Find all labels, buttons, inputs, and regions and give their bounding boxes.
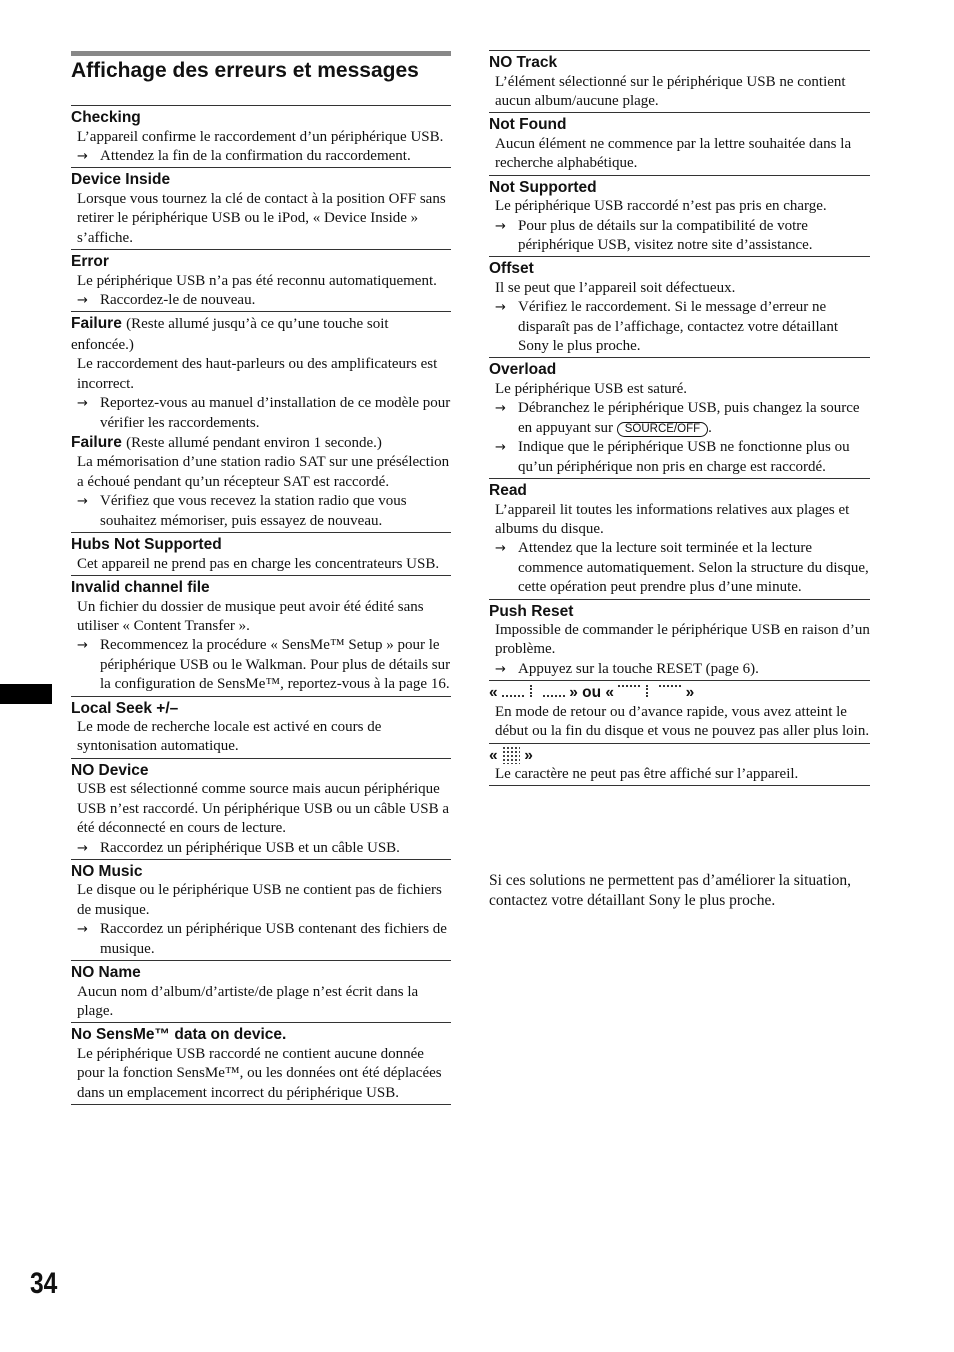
entry-no-name — [71, 961, 451, 1023]
entry-term: Push Reset — [489, 602, 574, 620]
entry-term: NO Name — [71, 964, 141, 982]
entry-term: Local Seek +/– — [71, 699, 179, 717]
entry-hubs-not-supported — [71, 533, 451, 576]
entry-description: Impossible de commander le périphérique USB en raison d’un problème. — [495, 622, 870, 658]
entry-disc-limit-glyphs — [489, 681, 870, 743]
entry-remedy: → Indique que le périphérique USB ne fonctionne plus ou qu’un périphérique non pris en charge est raccordé. — [495, 439, 850, 475]
entry-description: L’appareil lit toutes les informations relatives aux plages et albums du disque. — [495, 501, 850, 537]
section-edge-tab — [0, 684, 52, 704]
entry-term: Failure (Reste allumé jusqu’à ce qu’une touche soit enfoncée.) — [71, 315, 389, 353]
entry-no-music — [71, 860, 451, 961]
entry-description: En mode de retour ou d’avance rapide, vous avez atteint le début ou la fin du disque et vous ne pouvez pas aller plus loin. — [495, 703, 870, 740]
entry-offset — [489, 257, 870, 358]
entry-description: Le périphérique USB n’a pas été reconnu automatiquement. — [77, 272, 437, 289]
closing-note: Si ces solutions ne permettent pas d’améliorer la situation, contactez votre détaillant Sony le plus proche. — [489, 872, 852, 909]
entry-term: NO Device — [71, 761, 149, 779]
arrow-icon: → — [495, 300, 506, 316]
entry-note: (Reste allumé pendant environ 1 seconde.) — [126, 434, 382, 451]
entry-term: Device Inside — [71, 171, 171, 189]
entry-remedy: → Vérifiez le raccordement. Si le message d’erreur ne disparaît pas de l’affichage, contactez votre détaillant Sony le plus proche. — [495, 299, 838, 355]
entry-description: Il se peut que l’appareil soit défectueux. — [495, 279, 736, 296]
arrow-icon: → — [495, 401, 506, 417]
entry-term: « » ou « » — [489, 684, 695, 702]
entry-invalid-channel-file — [71, 576, 451, 697]
left-entry-list — [71, 106, 451, 1105]
entry-term: Invalid channel file — [71, 579, 210, 596]
entry-undisplayable-char — [489, 744, 870, 787]
entry-description: Aucun nom d’album/d’artiste/de plage n’est écrit dans la plage. — [77, 983, 419, 1019]
entry-overload — [489, 358, 870, 479]
entry-device-inside — [71, 168, 451, 250]
entry-term: « » — [489, 746, 533, 764]
right-entry-list — [489, 50, 870, 786]
entry-description: Le périphérique USB est saturé. — [495, 380, 688, 397]
arrow-icon: → — [77, 494, 88, 510]
entry-remedy: → Recommencez la procédure « SensMe™ Setup » pour le périphérique USB ou le Walkman. Pour plus de détails sur la configuration de SensMe™, reportez-vous à la page 16. — [77, 637, 451, 693]
entry-description: L’élément sélectionné sur le périphérique USB ne contient aucun album/aucune plage. — [495, 73, 846, 109]
source-off-button-label: SOURCE/OFF — [617, 422, 708, 437]
entry-term: No SensMe™ data on device. — [71, 1026, 287, 1044]
arrow-icon: → — [495, 440, 506, 456]
arrow-icon: → — [77, 292, 88, 308]
entry-push-reset — [489, 600, 870, 682]
entry-description: USB est sélectionné comme source mais aucun périphérique USB n’est raccordé. Un périphérique USB ou un câble USB a été déconnecté en cours de lecture. — [77, 781, 449, 837]
entry-term: Error — [71, 253, 109, 271]
entry-remedy: → Raccordez un périphérique USB contenant des fichiers de musique. — [77, 921, 447, 957]
entry-remedy: → Reportez-vous au manuel d’installation de ce modèle pour vérifier les raccordements. — [77, 395, 451, 431]
entry-description: Le mode de recherche locale est activé en cours de syntonisation automatique. — [77, 719, 382, 755]
entry-description: Le caractère ne peut pas être affiché sur l’appareil. — [495, 766, 799, 783]
arrow-icon: → — [77, 922, 88, 938]
entry-description: Le raccordement des haut-parleurs ou des amplificateurs est incorrect. — [77, 356, 438, 392]
arrow-icon: → — [495, 218, 506, 234]
entry-no-device — [71, 759, 451, 860]
entry-description: Aucun élément ne commence par la lettre souhaitée dans la recherche alphabétique. — [495, 135, 852, 172]
dot-matrix-char-icon — [502, 746, 520, 764]
entry-error — [71, 250, 451, 312]
entry-note: (Reste allumé jusqu’à ce qu’une touche soit enfoncée.) — [71, 316, 389, 353]
entry-term: Not Supported — [489, 178, 597, 196]
entry-checking — [71, 106, 451, 168]
entry-term: NO Track — [489, 54, 558, 71]
entry-description: La mémorisation d’une station radio SAT sur une présélection a échoué pendant qu’un récepteur SAT est raccordé. — [77, 454, 450, 490]
entry-remedy: → Débranchez le périphérique USB, puis changez la source en appuyant sur SOURCE/OFF . — [495, 400, 860, 436]
entry-remedy: → Pour plus de détails sur la compatibilité de votre périphérique USB, visitez notre site d’assistance. — [495, 217, 813, 253]
entry-remedy: → Attendez que la lecture soit terminée et la lecture commence automatiquement. Selon la structure du disque, cette opération peut prendre plus d’une minute. — [495, 540, 869, 596]
entry-description: Un fichier du dossier de musique peut avoir été édité sans utiliser « Content Transfer ». — [77, 598, 424, 634]
title-bar — [71, 51, 451, 56]
entry-description: Lorsque vous tournez la clé de contact à la position OFF sans retirer le périphérique USB ou le iPod, « Device Inside » s’affiche. — [77, 190, 446, 246]
forward-limit-glyph-icon — [618, 685, 681, 697]
rewind-limit-glyph-icon — [502, 685, 565, 697]
entry-local-seek — [71, 697, 451, 759]
entry-remedy: → Appuyez sur la touche RESET (page 6). — [489, 660, 870, 679]
entry-remedy: → Vérifiez que vous recevez la station radio que vous souhaitez mémoriser, puis essayez de nouveau. — [77, 493, 407, 529]
arrow-icon: → — [77, 148, 88, 164]
entry-not-supported — [489, 176, 870, 258]
arrow-icon: → — [495, 661, 506, 677]
entry-no-sensme-data — [71, 1023, 451, 1105]
arrow-icon: → — [495, 541, 506, 557]
entry-not-found — [489, 113, 870, 175]
entry-description: Le périphérique USB raccordé n’est pas pris en charge. — [495, 198, 827, 215]
entry-failure — [71, 312, 451, 533]
entry-no-track — [489, 51, 870, 113]
entry-term: Hubs Not Supported — [71, 536, 222, 554]
entry-term: Offset — [489, 260, 534, 278]
arrow-icon: → — [77, 840, 88, 856]
entry-term-secondary: Failure (Reste allumé pendant environ 1 seconde.) — [71, 433, 382, 451]
arrow-icon: → — [77, 638, 88, 654]
entry-term: Overload — [489, 361, 557, 379]
arrow-icon: → — [77, 396, 88, 412]
entry-description: Cet appareil ne prend pas en charge les concentrateurs USB. — [77, 555, 440, 572]
page-title: Affichage des erreurs et messages — [71, 59, 419, 82]
entry-description: Le disque ou le périphérique USB ne contient pas de fichiers de musique. — [77, 882, 442, 918]
entry-remedy: → Raccordez un périphérique USB et un câble USB. — [71, 839, 451, 858]
entry-read — [489, 479, 870, 600]
entry-term: Read — [489, 482, 527, 499]
entry-description: Le périphérique USB raccordé ne contient aucune donnée pour la fonction SensMe™, ou les données ont été déplacées dans un emplacement incorrect du périphérique USB. — [77, 1045, 442, 1101]
entry-remedy: → Attendez la fin de la confirmation du raccordement. — [71, 147, 451, 166]
entry-term: NO Music — [71, 862, 143, 880]
entry-description: L’appareil confirme le raccordement d’un périphérique USB. — [77, 128, 444, 145]
entry-term: Not Found — [489, 116, 567, 134]
entry-term: Checking — [71, 109, 141, 126]
page-number: 34 — [30, 1267, 58, 1300]
entry-remedy: → Raccordez-le de nouveau. — [71, 291, 451, 310]
